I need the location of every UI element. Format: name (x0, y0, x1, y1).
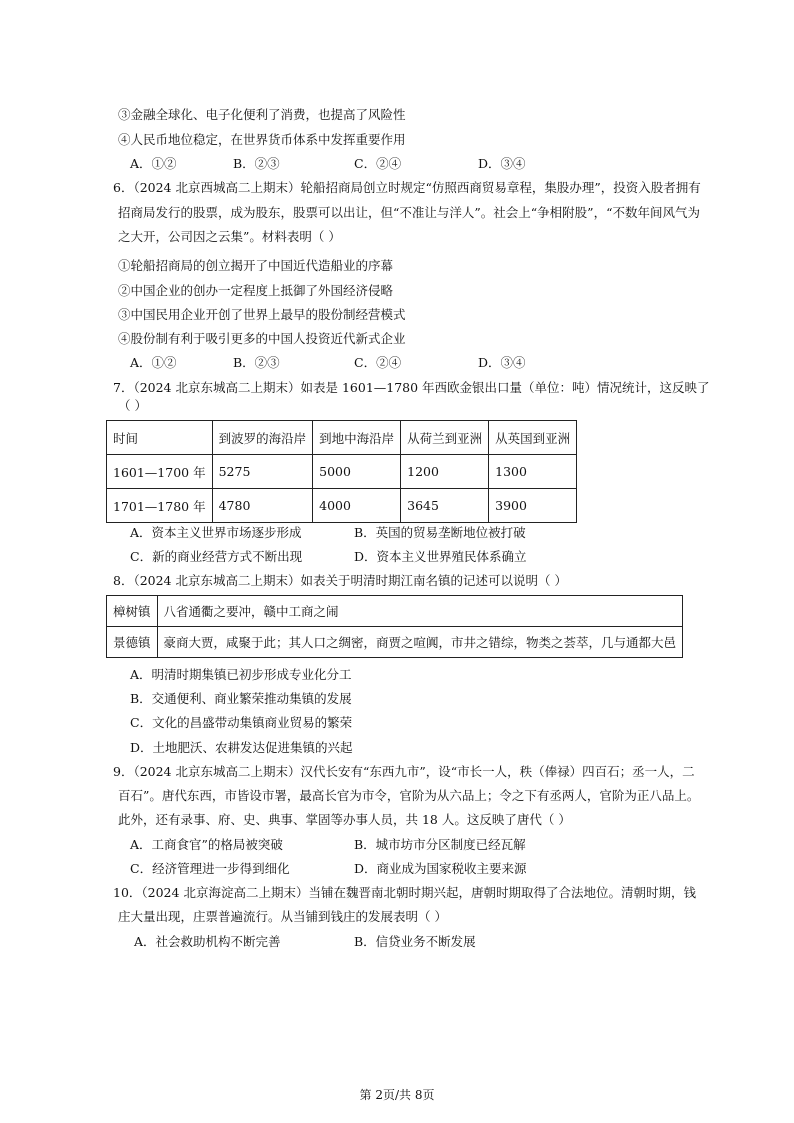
option-a: A．资本主义世界市场逐步形成 (130, 525, 302, 540)
option-d: D．③④ (478, 355, 526, 370)
q9-stem-line: 9．（2024 北京东城高二上期末）汉代长安有“东西九市”，设“市长一人，秩（俸禄）四百石；丞一人，二 (113, 764, 695, 779)
option-b: B．城市坊市分区制度已经瓦解 (354, 837, 526, 852)
q6-stem-line: 6．（2024 北京西城高二上期末）轮船招商局创立时规定“仿照西商贸易章程，集股办理”，投资入股者拥有 (113, 180, 701, 195)
table-header-row (107, 421, 577, 455)
option-a: A．①② (130, 156, 177, 171)
option-a: A．明清时期集镇已初步形成专业化分工 (130, 667, 352, 682)
option-c: C．②④ (354, 156, 402, 171)
q7-options-row (130, 549, 690, 565)
table-header-cell: 从荷兰到亚洲 (401, 421, 489, 455)
option-c: C．②④ (354, 355, 402, 370)
q6-item: ①轮船招商局的创立揭开了中国近代造船业的序幕 (118, 258, 394, 273)
q7-options-row (130, 525, 690, 541)
table-row (107, 627, 683, 658)
table-header-cell: 到波罗的海沿岸 (212, 421, 313, 455)
table-header-cell: 从英国到亚洲 (489, 421, 577, 455)
option-d: D．③④ (478, 156, 526, 171)
options-row (130, 156, 690, 172)
q7-stem-line: 7．（2024 北京东城高二上期末）如表是 1601—1780 年西欧金银出口量（单位：吨）情况统计，这反映了 (113, 380, 710, 395)
q7-stem-line: （ ） (118, 398, 147, 413)
q10-stem-line: 10．（2024 北京海淀高二上期末）当铺在魏晋南北朝时期兴起，唐朝时期取得了合法地位。清朝时期，钱 (113, 885, 696, 900)
table-cell: 1601—1700 年 (107, 455, 213, 489)
table-row (107, 489, 577, 523)
option-b: B．②③ (233, 355, 280, 370)
table-cell: 樟树镇 (107, 596, 158, 627)
table-cell: 5000 (313, 455, 401, 489)
option-d: D．资本主义世界殖民体系确立 (354, 549, 527, 564)
option-a: A．社会救助机构不断完善 (134, 934, 281, 949)
table-cell: 3645 (401, 489, 489, 523)
option-b: B．②③ (233, 156, 280, 171)
q8-data-table (106, 595, 683, 658)
q10-stem-line: 庄大量出现，庄票普遍流行。从当铺到钱庄的发展表明（ ） (118, 909, 447, 924)
q7-data-table (106, 420, 577, 523)
option-d: D．商业成为国家税收主要来源 (354, 861, 527, 876)
table-row (107, 455, 577, 489)
q9-options-row (130, 837, 690, 853)
option-c: C．文化的昌盛带动集镇商业贸易的繁荣 (130, 715, 353, 730)
table-cell: 3900 (489, 489, 577, 523)
table-cell: 八省通衢之要冲，赣中工商之闹 (157, 596, 683, 627)
q8-stem-line: 8．（2024 北京东城高二上期末）如表关于明清时期江南名镇的记述可以说明（ ） (113, 573, 567, 588)
q6-options-row (130, 355, 690, 371)
option-a: A．①② (130, 355, 177, 370)
q6-item: ③中国民用企业开创了世界上最早的股份制经营模式 (118, 307, 406, 322)
page-number-footer: 第 2页/共 8页 (359, 1088, 435, 1102)
q8-option (130, 667, 690, 683)
option-b: B．交通便利、商业繁荣推动集镇的发展 (130, 691, 352, 706)
table-header-cell: 时间 (107, 421, 213, 455)
statement-item: ③金融全球化、电子化便利了消费，也提高了风险性 (118, 107, 406, 122)
q9-stem-line: 此外，还有录事、府、史、典事、掌固等办事人员，共 18 人。这反映了唐代（ ） (118, 812, 571, 827)
table-cell: 豪商大贾，咸聚于此；其人口之绸密，商贾之喧阗，市井之错综，物类之荟萃，几与通都大邑 (157, 627, 683, 658)
q8-option (130, 715, 690, 731)
q8-option (130, 740, 690, 756)
table-cell: 景德镇 (107, 627, 158, 658)
option-c: C．新的商业经营方式不断出现 (130, 549, 303, 564)
option-b: B．信贷业务不断发展 (354, 934, 476, 949)
q6-stem-line: 之大开，公司因之云集”。材料表明（ ） (118, 229, 341, 244)
q9-stem-line: 百石”。唐代东西，市皆设市署，最高长官为市令，官阶为从六品上；令之下有丞两人，官阶为正八品上。 (118, 788, 700, 803)
q6-stem-line: 招商局发行的股票，成为股东，股票可以出让，但“不准让与洋人”。社会上“争相附股”，“不数年间风气为 (118, 205, 700, 220)
table-cell: 4780 (212, 489, 313, 523)
table-header-cell: 到地中海沿岸 (313, 421, 401, 455)
q6-item: ④股份制有利于吸引更多的中国人投资近代新式企业 (118, 331, 406, 346)
option-b: B．英国的贸易垄断地位被打破 (354, 525, 526, 540)
option-a: A．工商食官”的格局被突破 (130, 837, 283, 852)
table-row (107, 596, 683, 627)
table-cell: 4000 (313, 489, 401, 523)
option-c: C．经济管理进一步得到细化 (130, 861, 290, 876)
table-cell: 1300 (489, 455, 577, 489)
table-cell: 1200 (401, 455, 489, 489)
q9-options-row (130, 861, 690, 877)
q10-options-row (134, 934, 694, 950)
option-d: D．土地肥沃、农耕发达促进集镇的兴起 (130, 740, 353, 755)
q8-option (130, 691, 690, 707)
q6-item: ②中国企业的创办一定程度上抵御了外国经济侵略 (118, 283, 394, 298)
table-cell: 1701—1780 年 (107, 489, 213, 523)
statement-item: ④人民币地位稳定，在世界货币体系中发挥重要作用 (118, 132, 406, 147)
table-cell: 5275 (212, 455, 313, 489)
